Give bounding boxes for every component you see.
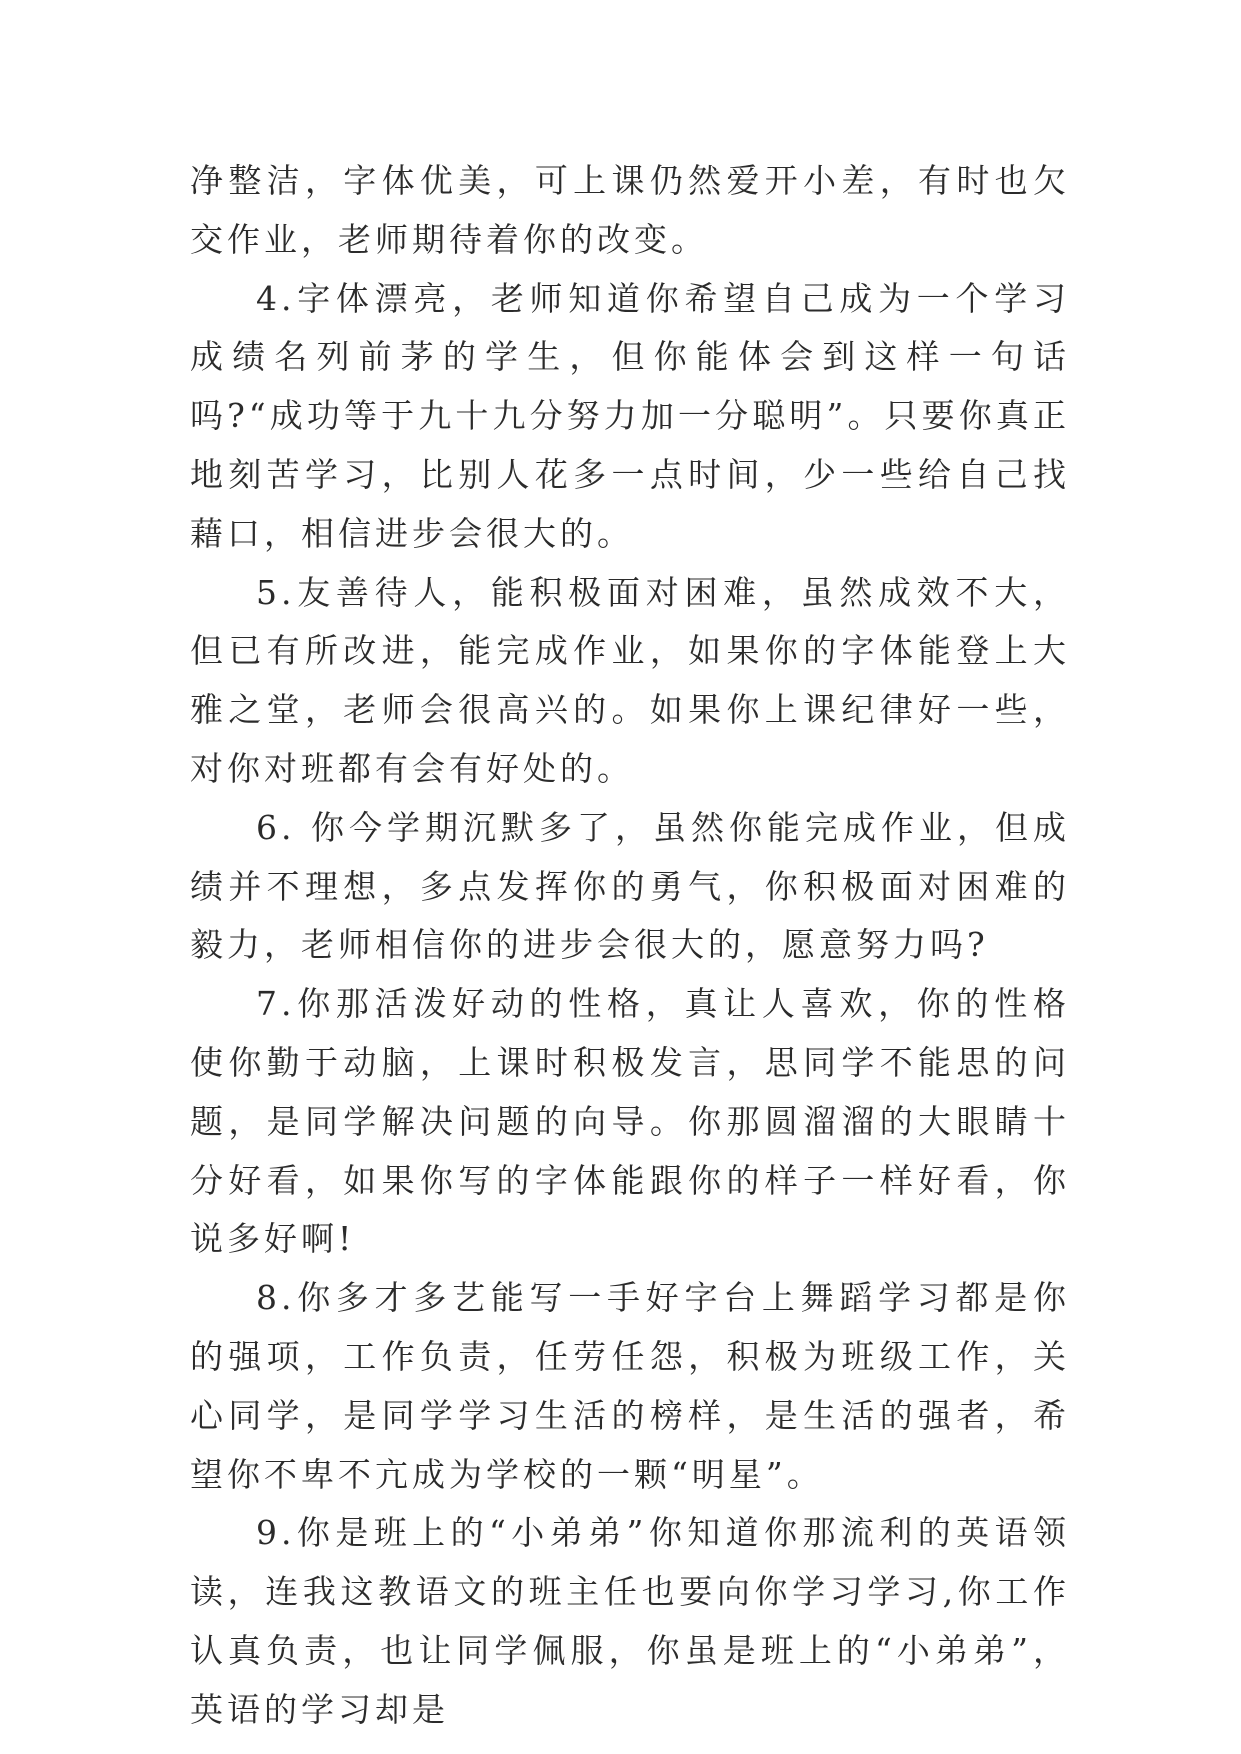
paragraph-item-9: 9.你是班上的“小弟弟”你知道你那流利的英语领读，连我这教语文的班主任也要向你学习学习,你工作认真负责，也让同学佩服，你虽是班上的“小弟弟”，英语的学习却是 <box>190 1513 1070 1729</box>
paragraph-item-7: 7.你那活泼好动的性格，真让人喜欢，你的性格使你勤于动脑，上课时积极发言，思同学不能思的问题，是同学解决问题的向导。你那圆溜溜的大眼睛十分好看，如果你写的字体能跟你的样子一样好看，你说多好啊! <box>190 984 1070 1259</box>
paragraph-continuation: 净整洁，字体优美，可上课仍然爱开小差，有时也欠交作业，老师期待着你的改变。 <box>190 161 1070 259</box>
paragraph-item-6: 6. 你今学期沉默多了，虽然你能完成作业，但成绩并不理想，多点发挥你的勇气，你积极面对困难的毅力，老师相信你的进步会很大的，愿意努力吗? <box>190 807 1070 965</box>
body-text <box>190 152 1070 1740</box>
paragraph-item-5: 5.友善待人，能积极面对困难，虽然成效不大，但已有所改进，能完成作业，如果你的字体能登上大雅之堂，老师会很高兴的。如果你上课纪律好一些，对你对班都有会有好处的。 <box>190 572 1070 788</box>
paragraph-item-4: 4.字体漂亮，老师知道你希望自己成为一个学习成绩名列前茅的学生，但你能体会到这样一句话吗?“成功等于九十九分努力加一分聪明”。只要你真正地刻苦学习，比别人花多一点时间，少一些给自己找藉口，相信进步会很大的。 <box>190 278 1070 553</box>
paragraph-item-8: 8.你多才多艺能写一手好字台上舞蹈学习都是你的强项，工作负责，任劳任怨，积极为班级工作，关心同学，是同学学习生活的榜样，是生活的强者，希望你不卑不亢成为学校的一颗“明星”。 <box>190 1278 1070 1494</box>
